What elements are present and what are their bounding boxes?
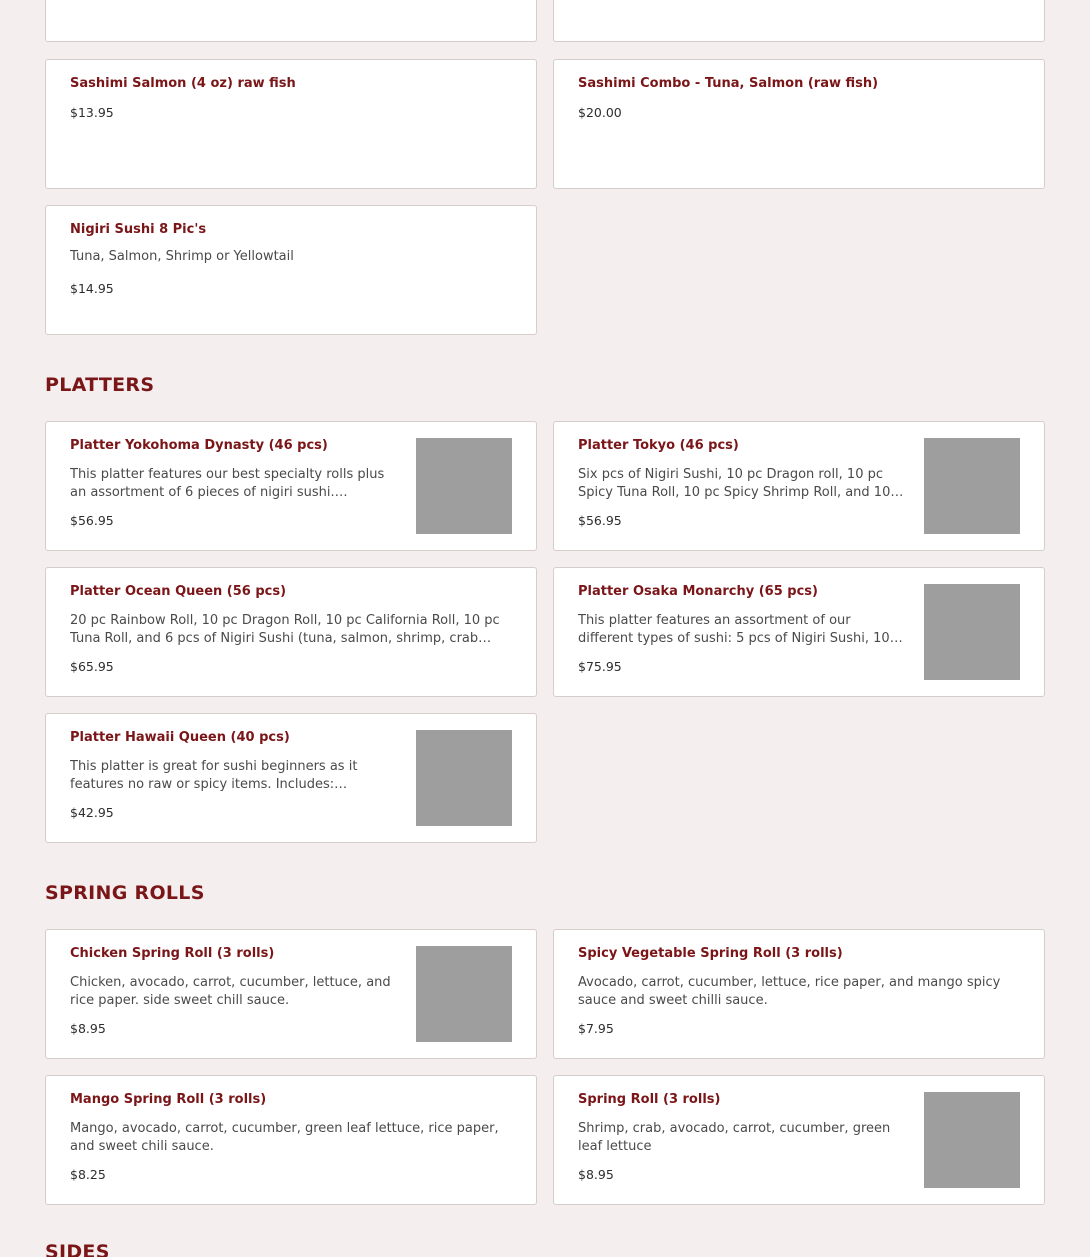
item-description: This platter is great for sushi beginners as it features no raw or spicy items. Includes: bbox=[70, 759, 358, 792]
menu-item-card[interactable] bbox=[553, 421, 1045, 551]
item-price: $65.95 bbox=[70, 659, 114, 674]
item-price: $56.95 bbox=[70, 513, 114, 528]
item-description: Chicken, avocado, carrot, cucumber, lettuce, and rice paper. side sweet chill sauce. bbox=[70, 975, 391, 1008]
item-price: $20.00 bbox=[578, 105, 622, 120]
item-image[interactable] bbox=[416, 730, 512, 826]
item-image[interactable] bbox=[924, 1092, 1020, 1188]
item-description: Shrimp, crab, avocado, carrot, cucumber, green leaf lettuce bbox=[578, 1121, 891, 1154]
item-description: This platter features an assortment of our different types of sushi: 5 pcs of Nigiri Sushi, 10 bbox=[578, 613, 890, 646]
item-price: $8.95 bbox=[70, 1021, 106, 1036]
menu-item-card[interactable] bbox=[45, 421, 537, 551]
menu-item-card[interactable] bbox=[45, 713, 537, 843]
previous-items-grid bbox=[45, 0, 1045, 42]
menu-item-card[interactable] bbox=[45, 1075, 537, 1205]
item-price: $8.25 bbox=[70, 1167, 106, 1182]
menu-item-card[interactable] bbox=[45, 929, 537, 1059]
sashimi-items-grid bbox=[45, 59, 1045, 335]
item-price: $14.95 bbox=[70, 281, 114, 296]
item-image[interactable] bbox=[924, 438, 1020, 534]
menu-item-card[interactable] bbox=[553, 567, 1045, 697]
item-image[interactable] bbox=[416, 946, 512, 1042]
item-name: Platter Yokohoma Dynasty (46 pcs) bbox=[70, 438, 328, 453]
item-price: $13.95 bbox=[70, 105, 114, 120]
item-description: Mango, avocado, carrot, cucumber, green leaf lettuce, rice paper, and sweet chili sauce. bbox=[70, 1121, 499, 1154]
section-title-platters: PLATTERS bbox=[45, 374, 155, 396]
item-price: $42.95 bbox=[70, 805, 114, 820]
item-description: Avocado, carrot, cucumber, lettuce, rice paper, and mango spicy sauce and sweet chilli sauce. bbox=[578, 975, 1001, 1008]
item-price: $75.95 bbox=[578, 659, 622, 674]
menu-item-card[interactable] bbox=[553, 0, 1045, 42]
item-name: Platter Osaka Monarchy (65 pcs) bbox=[578, 584, 818, 599]
item-name: Sashimi Salmon (4 oz) raw fish bbox=[70, 76, 296, 91]
item-name: Platter Hawaii Queen (40 pcs) bbox=[70, 730, 290, 745]
item-name: Mango Spring Roll (3 rolls) bbox=[70, 1092, 267, 1107]
item-price: $56.95 bbox=[578, 513, 622, 528]
item-price: $8.95 bbox=[578, 1167, 614, 1182]
item-description: Six pcs of Nigiri Sushi, 10 pc Dragon roll, 10 pc Spicy Tuna Roll, 10 pc Spicy Shrimp Roll, and 10 bbox=[578, 467, 891, 500]
item-price: $7.95 bbox=[578, 1021, 614, 1036]
platters-grid bbox=[45, 421, 1045, 843]
item-description: 20 pc Rainbow Roll, 10 pc Dragon Roll, 10 pc California Roll, 10 pc Tuna Roll, and 6 pcs of Nigiri Sushi (tuna, salmon, shrimp, crab bbox=[70, 613, 500, 646]
item-name: Platter Tokyo (46 pcs) bbox=[578, 438, 739, 453]
menu-item-card[interactable] bbox=[45, 59, 537, 189]
menu-item-card[interactable] bbox=[553, 1075, 1045, 1205]
menu-item-card[interactable] bbox=[553, 59, 1045, 189]
item-image[interactable] bbox=[924, 584, 1020, 680]
item-name: Chicken Spring Roll (3 rolls) bbox=[70, 946, 275, 961]
item-name: Spring Roll (3 rolls) bbox=[578, 1092, 721, 1107]
menu-item-card[interactable] bbox=[45, 205, 537, 335]
item-name: Nigiri Sushi 8 Pic's bbox=[70, 222, 207, 237]
menu-item-card[interactable] bbox=[45, 567, 537, 697]
item-name: Spicy Vegetable Spring Roll (3 rolls) bbox=[578, 946, 843, 961]
item-description: Tuna, Salmon, Shrimp or Yellowtail bbox=[70, 249, 294, 264]
section-title-sides: SIDES bbox=[45, 1241, 110, 1257]
item-description: This platter features our best specialty rolls plus an assortment of 6 pieces of nigiri sushi. bbox=[70, 467, 385, 500]
menu-item-card[interactable] bbox=[45, 0, 537, 42]
item-name: Platter Ocean Queen (56 pcs) bbox=[70, 584, 287, 599]
item-image[interactable] bbox=[416, 438, 512, 534]
spring-rolls-grid bbox=[45, 929, 1045, 1205]
item-name: Sashimi Combo - Tuna, Salmon (raw fish) bbox=[578, 76, 879, 91]
section-title-spring-rolls: SPRING ROLLS bbox=[45, 882, 205, 904]
menu-item-card[interactable] bbox=[553, 929, 1045, 1059]
